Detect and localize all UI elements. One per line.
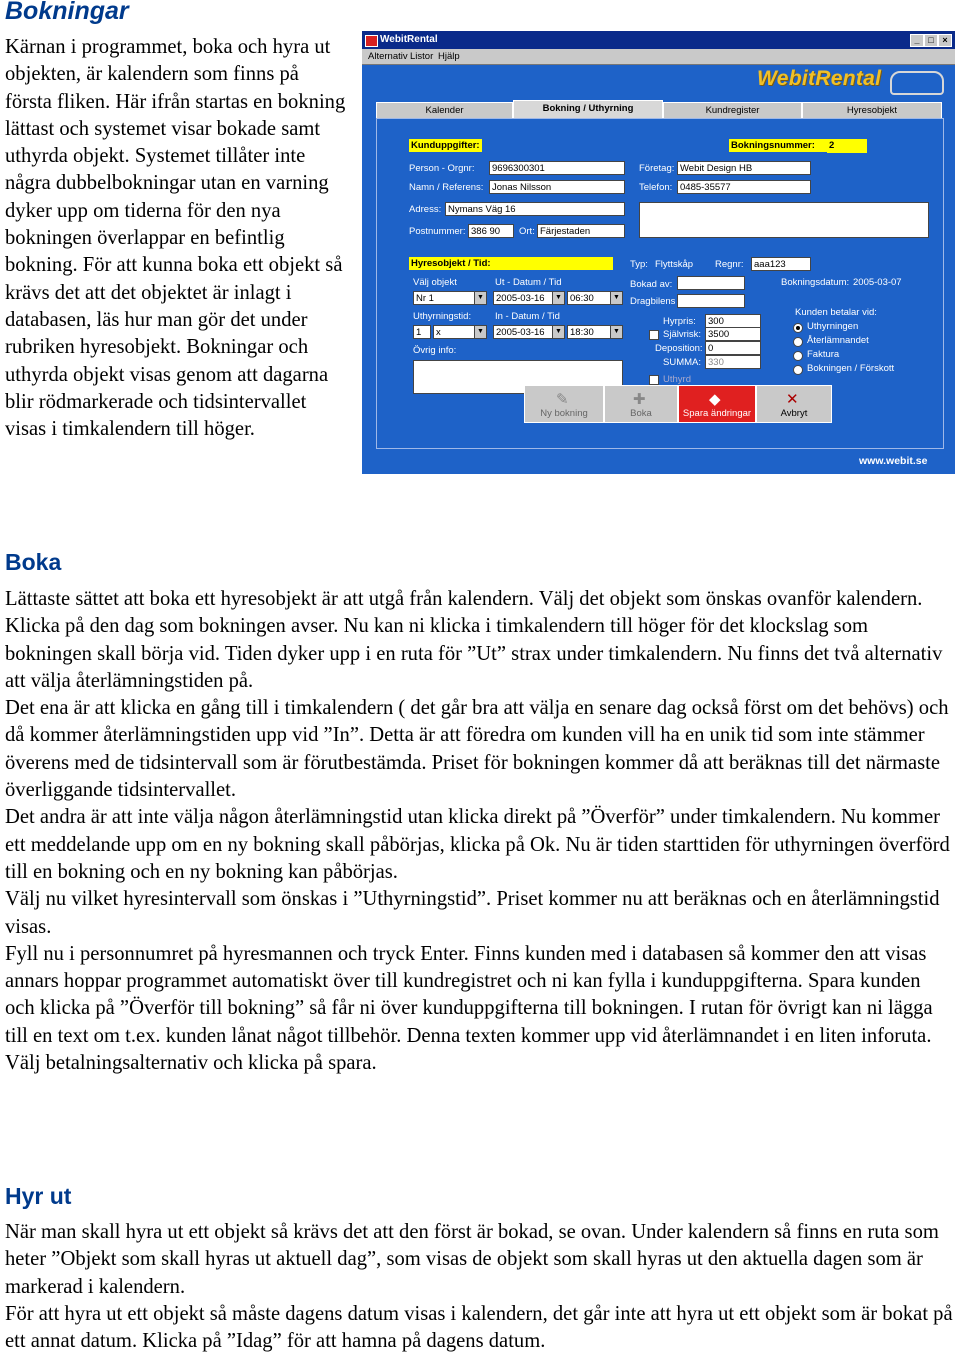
deposit-field[interactable]: 0 xyxy=(705,341,761,355)
pay-option-aterlamning: Återlämnandet xyxy=(807,335,869,346)
customer-heading: Kunduppgifter: xyxy=(411,140,480,151)
name-field[interactable]: Jonas Nilsson xyxy=(489,180,625,194)
object-value: Nr 1 xyxy=(416,293,434,304)
boka-paragraph: Lättaste sättet att boka ett hyresobjekt är att utgå från kalendern. Välj det objekt som önskas ovanför kalendern. Klicka på den dag som bokningen avser. Nu kan ni klicka i timkalendern till höger för det klockslag som bokningen skall börja vid. Tiden dyker upp i en ruta för ”Ut” strax under timkalendern. Nu finns det två alternativ att välja återlämningstiden på. xyxy=(5,588,943,692)
booked-by-field[interactable] xyxy=(677,276,745,290)
pay-radio-uthyrning[interactable] xyxy=(793,323,803,333)
chevron-down-icon[interactable]: ▼ xyxy=(552,326,564,338)
address-label: Adress: xyxy=(409,204,442,215)
menu-hjalp[interactable]: Hjälp xyxy=(438,51,460,62)
hyr-ut-section xyxy=(5,1219,955,1355)
person-label: Person - Orgnr: xyxy=(409,163,475,174)
section-heading-boka: Boka xyxy=(5,549,62,575)
in-date-select[interactable] xyxy=(493,325,565,339)
in-date-value: 2005-03-16 xyxy=(496,327,545,338)
trailer-icon xyxy=(890,71,944,95)
pay-option-faktura: Faktura xyxy=(807,349,840,360)
tab-kundregister[interactable]: Kundregister xyxy=(663,102,802,118)
pay-option-uthyrning: Uthyrningen xyxy=(807,321,859,332)
pay-radio-aterlamning[interactable] xyxy=(793,337,803,347)
book-icon: ✚ xyxy=(633,391,646,408)
type-label: Typ: xyxy=(630,259,648,270)
save-changes-button[interactable] xyxy=(678,385,756,423)
sum-field: 330 xyxy=(705,355,761,369)
rent-field[interactable]: 300 xyxy=(705,314,761,328)
maximize-icon[interactable]: □ xyxy=(924,34,938,47)
period-unit-select[interactable] xyxy=(433,325,487,339)
boka-paragraph: Fyll nu i personnumret på hyresmannen och tryck Enter. Finns kunden med i databasen så kommer den att visas annars hoppar programmet automatiskt över till kundregistret och ni kan fylla i kunduppgifterna. Spara kunden och klicka på ”Överför till bokning” så får ni över kunduppgifterna till bokningen. I rutan för övrigt kan ni lägga till en text om t.ex. kunden lånat något tillbehör. Denna texten kommer upp vid återlämnandet i en liten inforuta. xyxy=(5,942,933,1047)
rental-heading: Hyresobjekt / Tid: xyxy=(409,257,613,270)
pay-option-forskott: Bokningen / Förskott xyxy=(807,363,895,374)
menu-bar xyxy=(362,49,955,65)
boka-paragraph: Det ena är att klicka en gång till i timkalendern ( det går bra att välja en senare dag också först om det behövs) och då kommer återlämningstiden upp vid ”In”. Detta är att föredra om kunden vill ha en unik tid som inte stämmer överens med de tidsintervall som är förutbestämda. Priset för bokningen kommer då att beräknas till det närmaste överliggande tidsintervallet. xyxy=(5,697,949,802)
choose-object-label: Välj objekt xyxy=(413,277,457,288)
object-select[interactable] xyxy=(413,291,487,305)
brand-logo: WebitRental xyxy=(757,67,882,90)
booking-number: 2 xyxy=(827,139,867,153)
name-label: Namn / Referens: xyxy=(409,182,484,193)
cancel-label: Avbryt xyxy=(780,408,808,419)
booked-by-label: Bokad av: xyxy=(630,279,673,290)
save-icon: ◆ xyxy=(709,391,721,408)
phone-field[interactable]: 0485-35577 xyxy=(677,180,811,194)
website-url: www.webit.se xyxy=(859,455,928,467)
booking-date-value: 2005-03-07 xyxy=(853,277,902,288)
page-title: Bokningar xyxy=(5,0,129,25)
address-field[interactable]: Nymans Väg 16 xyxy=(445,202,625,216)
towbar-field[interactable] xyxy=(677,294,745,308)
pay-radio-faktura[interactable] xyxy=(793,351,803,361)
sum-label: SUMMA: xyxy=(663,357,701,368)
app-icon xyxy=(365,35,378,47)
deductible-field[interactable]: 3500 xyxy=(705,327,761,341)
towbar-label: Dragbilens xyxy=(630,296,676,307)
company-field[interactable]: Webit Design HB xyxy=(677,161,811,175)
hyr-paragraph: För att hyra ut ett objekt så måste dagens datum visas i kalendern, det går inte att hyra ut ett objekt som är bokat på ett annat datum. Klicka på ”Idag” för att hamna på dagens datum. xyxy=(5,1302,953,1353)
out-time-select[interactable] xyxy=(567,291,623,305)
boka-section xyxy=(5,586,955,1077)
rented-checkbox[interactable] xyxy=(649,375,659,385)
tab-hyresobjekt[interactable]: Hyresobjekt xyxy=(802,102,942,118)
tab-kalender[interactable]: Kalender xyxy=(376,102,513,118)
boka-paragraph: Det andra är att inte välja någon återlämningstid utan klicka direkt på ”Överför” under timkalendern. Nu kommer ett meddelande upp om en ny bokning skall påbörjas, klicka på Ok. Nu är tiden starttiden för uthyrningen överförd till en bokning och en ny bokning kan påbörjas. xyxy=(5,806,950,883)
new-document-icon: ✎ xyxy=(556,391,569,408)
hyr-paragraph: När man skall hyra ut ett objekt så krävs det att den först är bokad, se ovan. Under kalendern så finns en ruta som heter ”Objekt som skall hyras ut aktuell dag”, som visas de objekt som skall hyras ut den aktuella dagen som är markerad i kalendern. xyxy=(5,1221,939,1298)
close-icon[interactable]: × xyxy=(938,34,952,47)
rent-label: Hyrpris: xyxy=(663,316,696,327)
chevron-down-icon[interactable]: ▼ xyxy=(474,326,486,338)
in-time-value: 18:30 xyxy=(570,327,594,338)
out-date-select[interactable] xyxy=(493,291,565,305)
deductible-checkbox[interactable] xyxy=(649,330,659,340)
minimize-icon[interactable]: _ xyxy=(910,34,924,47)
type-value: Flyttskåp xyxy=(655,259,694,270)
person-field[interactable]: 9696300301 xyxy=(489,161,625,175)
tab-bokning[interactable]: Bokning / Uthyrning xyxy=(513,100,663,118)
book-button[interactable] xyxy=(604,385,678,423)
deposit-label: Deposition: xyxy=(655,343,703,354)
boka-paragraph: Välj nu vilket hyresintervall som önskas i ”Uthyrningstid”. Priset kommer nu att beräknas och en återlämningstid visas. xyxy=(5,888,940,938)
intro-paragraph: Kärnan i programmet, boka och hyra ut objekten, är kalendern som finns på första fliken. Här ifrån startas en bokning lättast och systemet visar bokade samt uthyrda objekt. Systemet tillåter inte några dubbelbokningar utan en varning dyker upp om tiderna för den nya bokningen överlappar en befintlig bokning. För att kunna boka ett objekt så krävs det att det objektet är inlagt i databasen, läs hur man gör det under rubriken hyresobjekt. Bokningar och uthyrda objekt visas genom att dagarna blir rödmarkerade och tidsintervallet visas i timkalendern till höger. xyxy=(5,36,346,441)
cancel-button[interactable] xyxy=(756,385,832,423)
out-date-value: 2005-03-16 xyxy=(496,293,545,304)
chevron-down-icon[interactable]: ▼ xyxy=(552,292,564,304)
window-title: WebitRental xyxy=(380,34,438,45)
deductible-label: Självrisk: xyxy=(663,329,702,340)
boka-paragraph: Välj betalningsalternativ och klicka på spara. xyxy=(5,1052,377,1075)
period-label: Uthyrningstid: xyxy=(413,311,472,322)
chevron-down-icon[interactable]: ▼ xyxy=(610,292,622,304)
pay-heading: Kunden betalar vid: xyxy=(795,307,877,318)
zip-field[interactable]: 386 90 xyxy=(468,224,514,238)
booking-date-label: Bokningsdatum: xyxy=(781,277,850,288)
menu-listor[interactable]: Listor xyxy=(410,51,434,62)
window-titlebar xyxy=(362,31,955,49)
book-label: Boka xyxy=(630,408,652,419)
period-unit-value: x xyxy=(436,327,441,338)
customer-notes-box[interactable] xyxy=(639,202,929,238)
in-label: In - Datum / Tid xyxy=(495,311,560,322)
pay-radio-forskott[interactable] xyxy=(793,365,803,375)
new-booking-button[interactable] xyxy=(524,385,604,423)
cancel-icon: ✕ xyxy=(786,391,799,408)
out-time-value: 06:30 xyxy=(570,293,594,304)
chevron-down-icon[interactable]: ▼ xyxy=(610,326,622,338)
in-time-select[interactable] xyxy=(567,325,623,339)
zip-label: Postnummer: xyxy=(409,226,466,237)
out-label: Ut - Datum / Tid xyxy=(495,277,562,288)
rented-label: Uthyrd xyxy=(663,374,691,385)
save-changes-label: Spara ändringar xyxy=(682,408,752,419)
other-info-label: Övrig info: xyxy=(413,345,457,356)
reg-field[interactable]: aaa123 xyxy=(751,257,811,271)
new-booking-label: Ny bokning xyxy=(540,408,588,419)
app-screenshot xyxy=(362,31,955,474)
chevron-down-icon[interactable]: ▼ xyxy=(474,292,486,304)
section-heading-hyr-ut: Hyr ut xyxy=(5,1183,72,1209)
booking-number-label: Bokningsnummer: xyxy=(729,139,833,152)
menu-alternativ[interactable]: Alternativ xyxy=(368,51,408,62)
company-label: Företag: xyxy=(639,163,675,174)
period-count-field[interactable]: 1 xyxy=(413,325,431,339)
city-field[interactable]: Färjestaden xyxy=(537,224,625,238)
tab-bar xyxy=(376,102,942,118)
reg-label: Regnr: xyxy=(715,259,744,270)
city-label: Ort: xyxy=(519,226,535,237)
phone-label: Telefon: xyxy=(639,182,673,193)
